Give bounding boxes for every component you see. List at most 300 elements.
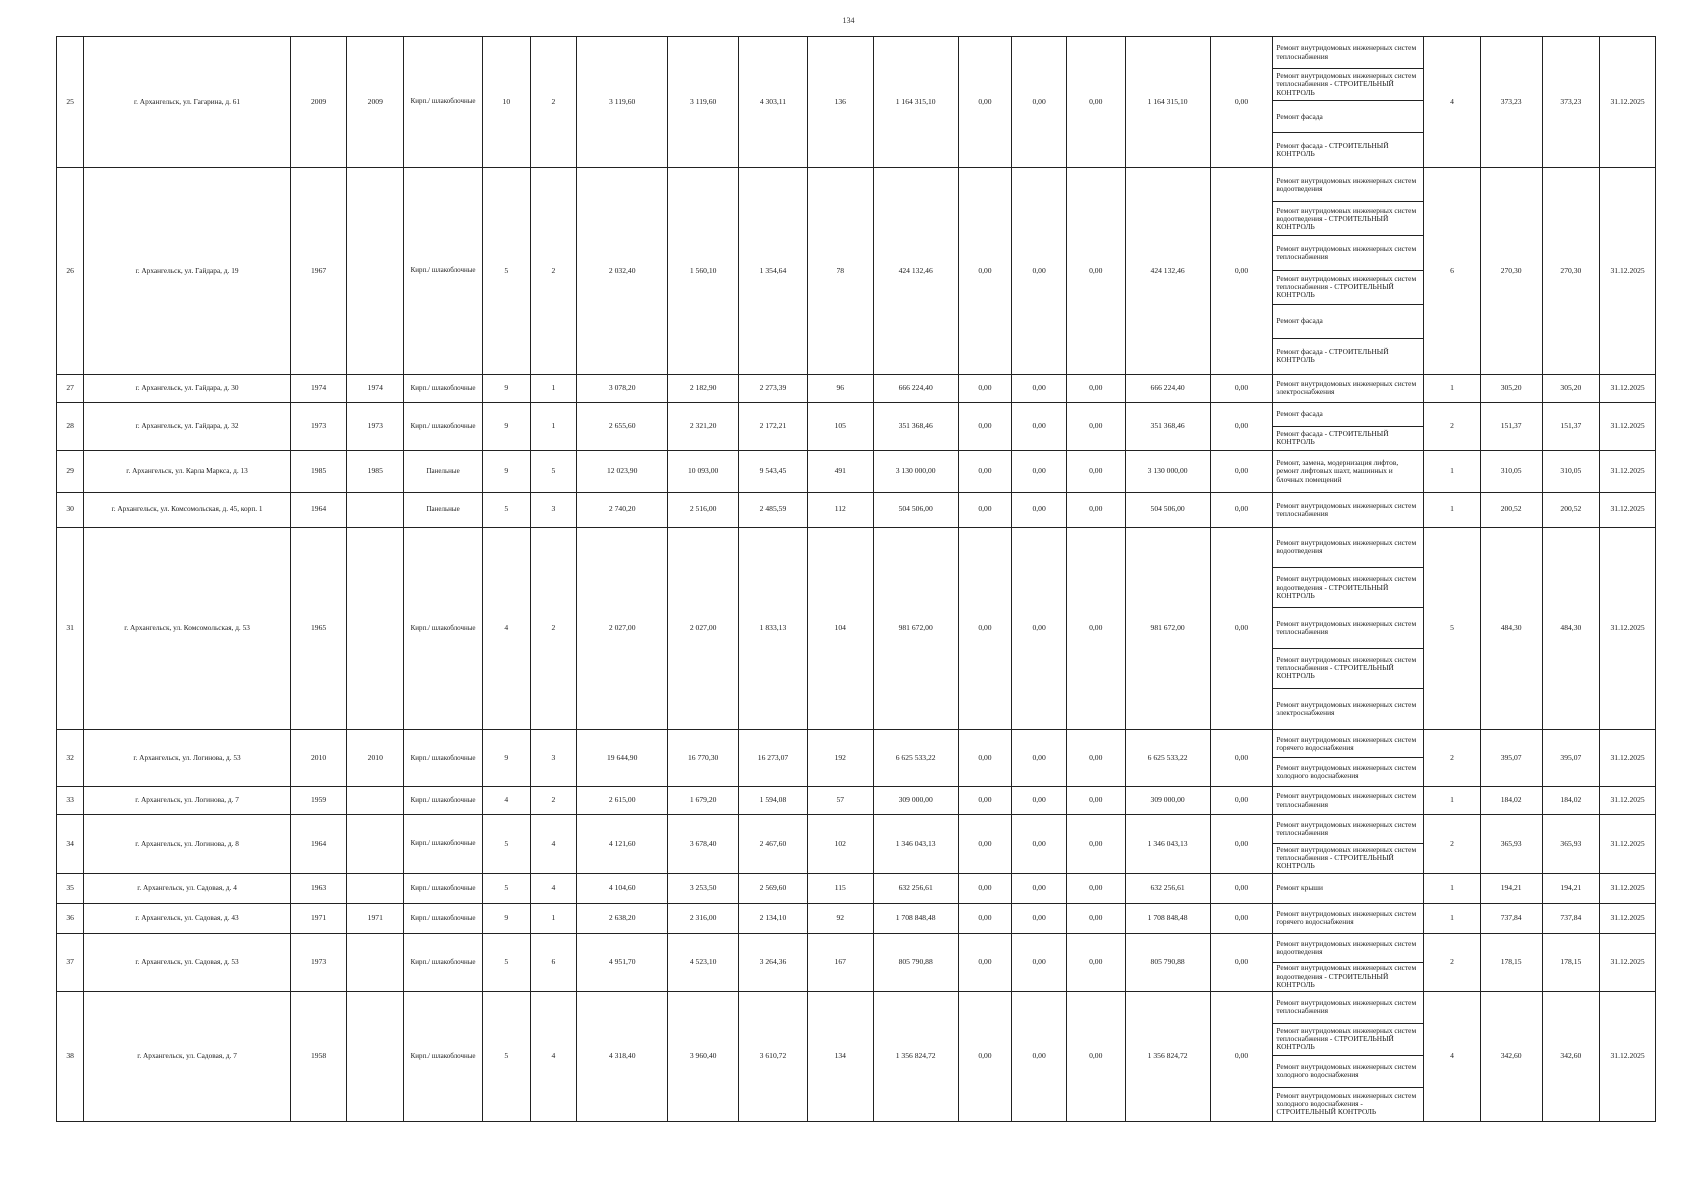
year-renovation-cell: 1985	[347, 451, 404, 492]
wall-material-cell: Кирп./ шлакоблочные	[404, 814, 483, 873]
entrances-cell: 1	[530, 402, 577, 451]
unit-cost-cell: 184,02	[1480, 787, 1542, 815]
table-row	[57, 402, 1656, 426]
total-area-cell: 2 655,60	[577, 402, 668, 451]
deadline-cell: 31.12.2025	[1600, 451, 1656, 492]
fund-cell: 0,00	[958, 814, 1012, 873]
year-built-cell: 1964	[290, 814, 347, 873]
owners-fund-cell: 309 000,00	[1125, 787, 1210, 815]
owners-fund-cell: 1 346 043,13	[1125, 814, 1210, 873]
table-row	[57, 168, 1656, 202]
work-count-cell: 2	[1424, 730, 1481, 787]
unit-cost-cell: 305,20	[1480, 374, 1542, 402]
work-count-cell: 2	[1424, 814, 1481, 873]
fund-cell: 0,00	[958, 527, 1012, 730]
address-cell: г. Архангельск, ул. Комсомольская, д. 53	[84, 527, 290, 730]
unit-cost-cell: 737,84	[1480, 903, 1542, 933]
work-type-cell: Ремонт внутридомовых инженерных систем холодного водоснабжения	[1273, 758, 1424, 787]
fund-cell: 0,00	[1210, 814, 1273, 873]
fund-cell: 0,00	[1012, 873, 1067, 903]
deadline-cell: 31.12.2025	[1600, 787, 1656, 815]
year-built-cell: 1965	[290, 527, 347, 730]
entrances-cell: 2	[530, 787, 577, 815]
address-cell: г. Архангельск, ул. Карла Маркса, д. 13	[84, 451, 290, 492]
total-area-cell: 2 027,00	[577, 527, 668, 730]
unit-limit-cell: 200,52	[1542, 492, 1600, 527]
year-renovation-cell: 1973	[347, 402, 404, 451]
area-residential-cell: 2 569,60	[739, 873, 808, 903]
fund-cell: 0,00	[1012, 991, 1067, 1121]
work-type-cell: Ремонт внутридомовых инженерных систем теплоснабжения	[1273, 991, 1424, 1023]
year-renovation-cell: 1974	[347, 374, 404, 402]
deadline-cell: 31.12.2025	[1600, 873, 1656, 903]
area-residential-cell: 3 264,36	[739, 933, 808, 991]
entrances-cell: 1	[530, 903, 577, 933]
table-row	[57, 730, 1656, 758]
fund-cell: 0,00	[1012, 168, 1067, 375]
area-residential-cell: 2 134,10	[739, 903, 808, 933]
work-type-cell: Ремонт внутридомовых инженерных систем электроснабжения	[1273, 374, 1424, 402]
year-built-cell: 1973	[290, 402, 347, 451]
row-number: 28	[57, 402, 84, 451]
floors-cell: 9	[483, 730, 531, 787]
year-built-cell: 2009	[290, 37, 347, 168]
total-area-cell: 2 615,00	[577, 787, 668, 815]
deadline-cell: 31.12.2025	[1600, 903, 1656, 933]
unit-cost-cell: 194,21	[1480, 873, 1542, 903]
total-cost-cell: 1 346 043,13	[873, 814, 958, 873]
area-premises-cell: 3 678,40	[668, 814, 739, 873]
table-row	[57, 492, 1656, 527]
area-residential-cell: 9 543,45	[739, 451, 808, 492]
floors-cell: 10	[483, 37, 531, 168]
work-type-cell: Ремонт фасада - СТРОИТЕЛЬНЫЙ КОНТРОЛЬ	[1273, 133, 1424, 168]
table-row	[57, 873, 1656, 903]
work-type-cell: Ремонт внутридомовых инженерных систем горячего водоснабжения	[1273, 730, 1424, 758]
fund-cell: 0,00	[1066, 991, 1125, 1121]
area-premises-cell: 10 093,00	[668, 451, 739, 492]
entrances-cell: 2	[530, 37, 577, 168]
work-type-cell: Ремонт внутридомовых инженерных систем теплоснабжения - СТРОИТЕЛЬНЫЙ КОНТРОЛЬ	[1273, 648, 1424, 688]
year-renovation-cell	[347, 933, 404, 991]
work-type-cell: Ремонт фасада	[1273, 101, 1424, 133]
work-count-cell: 4	[1424, 991, 1481, 1121]
address-cell: г. Архангельск, ул. Комсомольская, д. 45, корп. 1	[84, 492, 290, 527]
year-renovation-cell	[347, 527, 404, 730]
entrances-cell: 1	[530, 374, 577, 402]
total-cost-cell: 1 708 848,48	[873, 903, 958, 933]
area-premises-cell: 1 560,10	[668, 168, 739, 375]
row-number: 37	[57, 933, 84, 991]
fund-cell: 0,00	[1210, 933, 1273, 991]
fund-cell: 0,00	[1066, 527, 1125, 730]
fund-cell: 0,00	[958, 37, 1012, 168]
table-row	[57, 787, 1656, 815]
floors-cell: 4	[483, 787, 531, 815]
unit-cost-cell: 342,60	[1480, 991, 1542, 1121]
owners-fund-cell: 3 130 000,00	[1125, 451, 1210, 492]
work-type-cell: Ремонт внутридомовых инженерных систем теплоснабжения	[1273, 492, 1424, 527]
year-built-cell: 1964	[290, 492, 347, 527]
area-premises-cell: 3 960,40	[668, 991, 739, 1121]
work-type-cell: Ремонт внутридомовых инженерных систем теплоснабжения	[1273, 37, 1424, 69]
wall-material-cell: Кирп./ шлакоблочные	[404, 527, 483, 730]
fund-cell: 0,00	[958, 933, 1012, 991]
total-cost-cell: 666 224,40	[873, 374, 958, 402]
wall-material-cell: Кирп./ шлакоблочные	[404, 991, 483, 1121]
owners-fund-cell: 1 708 848,48	[1125, 903, 1210, 933]
table-row	[57, 933, 1656, 962]
deadline-cell: 31.12.2025	[1600, 168, 1656, 375]
area-residential-cell: 3 610,72	[739, 991, 808, 1121]
unit-limit-cell: 310,05	[1542, 451, 1600, 492]
total-cost-cell: 1 164 315,10	[873, 37, 958, 168]
row-number: 38	[57, 991, 84, 1121]
fund-cell: 0,00	[1066, 374, 1125, 402]
unit-limit-cell: 737,84	[1542, 903, 1600, 933]
work-count-cell: 1	[1424, 451, 1481, 492]
address-cell: г. Архангельск, ул. Логинова, д. 8	[84, 814, 290, 873]
work-type-cell: Ремонт внутридомовых инженерных систем теплоснабжения - СТРОИТЕЛЬНЫЙ КОНТРОЛЬ	[1273, 1023, 1424, 1055]
table-body	[57, 37, 1656, 1122]
unit-limit-cell: 194,21	[1542, 873, 1600, 903]
residents-cell: 167	[807, 933, 873, 991]
work-count-cell: 1	[1424, 903, 1481, 933]
area-residential-cell: 2 172,21	[739, 402, 808, 451]
unit-limit-cell: 484,30	[1542, 527, 1600, 730]
residents-cell: 134	[807, 991, 873, 1121]
entrances-cell: 4	[530, 991, 577, 1121]
area-premises-cell: 2 182,90	[668, 374, 739, 402]
wall-material-cell: Кирп./ шлакоблочные	[404, 933, 483, 991]
table-row	[57, 814, 1656, 843]
area-premises-cell: 2 316,00	[668, 903, 739, 933]
wall-material-cell: Кирп./ шлакоблочные	[404, 903, 483, 933]
owners-fund-cell: 351 368,46	[1125, 402, 1210, 451]
owners-fund-cell: 666 224,40	[1125, 374, 1210, 402]
fund-cell: 0,00	[958, 451, 1012, 492]
area-residential-cell: 1 354,64	[739, 168, 808, 375]
entrances-cell: 5	[530, 451, 577, 492]
row-number: 32	[57, 730, 84, 787]
area-residential-cell: 1 594,08	[739, 787, 808, 815]
floors-cell: 5	[483, 168, 531, 375]
total-cost-cell: 981 672,00	[873, 527, 958, 730]
fund-cell: 0,00	[1210, 527, 1273, 730]
unit-cost-cell: 151,37	[1480, 402, 1542, 451]
entrances-cell: 2	[530, 527, 577, 730]
owners-fund-cell: 1 164 315,10	[1125, 37, 1210, 168]
fund-cell: 0,00	[1210, 374, 1273, 402]
floors-cell: 9	[483, 451, 531, 492]
address-cell: г. Архангельск, ул. Логинова, д. 7	[84, 787, 290, 815]
fund-cell: 0,00	[1210, 991, 1273, 1121]
work-type-cell: Ремонт внутридомовых инженерных систем теплоснабжения - СТРОИТЕЛЬНЫЙ КОНТРОЛЬ	[1273, 843, 1424, 873]
total-area-cell: 3 078,20	[577, 374, 668, 402]
work-type-cell: Ремонт внутридомовых инженерных систем водоотведения - СТРОИТЕЛЬНЫЙ КОНТРОЛЬ	[1273, 202, 1424, 236]
fund-cell: 0,00	[958, 402, 1012, 451]
year-renovation-cell	[347, 492, 404, 527]
total-cost-cell: 309 000,00	[873, 787, 958, 815]
unit-limit-cell: 305,20	[1542, 374, 1600, 402]
wall-material-cell: Кирп./ шлакоблочные	[404, 787, 483, 815]
fund-cell: 0,00	[1210, 402, 1273, 451]
floors-cell: 9	[483, 903, 531, 933]
work-type-cell: Ремонт внутридомовых инженерных систем водоотведения - СТРОИТЕЛЬНЫЙ КОНТРОЛЬ	[1273, 962, 1424, 991]
entrances-cell: 3	[530, 730, 577, 787]
area-premises-cell: 3 119,60	[668, 37, 739, 168]
fund-cell: 0,00	[1210, 903, 1273, 933]
year-built-cell: 1958	[290, 991, 347, 1121]
total-cost-cell: 6 625 533,22	[873, 730, 958, 787]
deadline-cell: 31.12.2025	[1600, 991, 1656, 1121]
year-built-cell: 1971	[290, 903, 347, 933]
residents-cell: 96	[807, 374, 873, 402]
fund-cell: 0,00	[958, 873, 1012, 903]
residents-cell: 78	[807, 168, 873, 375]
fund-cell: 0,00	[958, 903, 1012, 933]
fund-cell: 0,00	[1066, 37, 1125, 168]
total-cost-cell: 805 790,88	[873, 933, 958, 991]
total-cost-cell: 1 356 824,72	[873, 991, 958, 1121]
work-type-cell: Ремонт внутридомовых инженерных систем холодного водоснабжения	[1273, 1055, 1424, 1087]
entrances-cell: 3	[530, 492, 577, 527]
residents-cell: 102	[807, 814, 873, 873]
year-renovation-cell	[347, 168, 404, 375]
unit-cost-cell: 178,15	[1480, 933, 1542, 991]
fund-cell: 0,00	[958, 492, 1012, 527]
row-number: 31	[57, 527, 84, 730]
residents-cell: 104	[807, 527, 873, 730]
address-cell: г. Архангельск, ул. Садовая, д. 53	[84, 933, 290, 991]
fund-cell: 0,00	[1210, 730, 1273, 787]
residents-cell: 57	[807, 787, 873, 815]
owners-fund-cell: 424 132,46	[1125, 168, 1210, 375]
unit-cost-cell: 395,07	[1480, 730, 1542, 787]
address-cell: г. Архангельск, ул. Садовая, д. 4	[84, 873, 290, 903]
fund-cell: 0,00	[1012, 374, 1067, 402]
address-cell: г. Архангельск, ул. Садовая, д. 7	[84, 991, 290, 1121]
row-number: 33	[57, 787, 84, 815]
work-type-cell: Ремонт внутридомовых инженерных систем теплоснабжения	[1273, 787, 1424, 815]
residents-cell: 491	[807, 451, 873, 492]
work-count-cell: 2	[1424, 402, 1481, 451]
residents-cell: 192	[807, 730, 873, 787]
work-type-cell: Ремонт, замена, модернизация лифтов, ремонт лифтовых шахт, машинных и блочных помещений	[1273, 451, 1424, 492]
floors-cell: 5	[483, 991, 531, 1121]
unit-limit-cell: 373,23	[1542, 37, 1600, 168]
table-row	[57, 527, 1656, 567]
row-number: 29	[57, 451, 84, 492]
deadline-cell: 31.12.2025	[1600, 814, 1656, 873]
fund-cell: 0,00	[1012, 527, 1067, 730]
area-residential-cell: 16 273,07	[739, 730, 808, 787]
row-number: 27	[57, 374, 84, 402]
unit-limit-cell: 395,07	[1542, 730, 1600, 787]
page-number: 134	[842, 16, 855, 25]
total-area-cell: 19 644,90	[577, 730, 668, 787]
year-renovation-cell: 2010	[347, 730, 404, 787]
fund-cell: 0,00	[1012, 787, 1067, 815]
wall-material-cell: Кирп./ шлакоблочные	[404, 402, 483, 451]
year-built-cell: 1985	[290, 451, 347, 492]
fund-cell: 0,00	[1066, 787, 1125, 815]
table-row	[57, 374, 1656, 402]
floors-cell: 9	[483, 402, 531, 451]
work-type-cell: Ремонт внутридомовых инженерных систем водоотведения	[1273, 933, 1424, 962]
wall-material-cell: Кирп./ шлакоблочные	[404, 37, 483, 168]
entrances-cell: 2	[530, 168, 577, 375]
wall-material-cell: Кирп./ шлакоблочные	[404, 873, 483, 903]
year-built-cell: 1973	[290, 933, 347, 991]
fund-cell: 0,00	[1066, 168, 1125, 375]
fund-cell: 0,00	[1012, 37, 1067, 168]
wall-material-cell: Панельные	[404, 492, 483, 527]
total-area-cell: 4 104,60	[577, 873, 668, 903]
owners-fund-cell: 6 625 533,22	[1125, 730, 1210, 787]
entrances-cell: 4	[530, 873, 577, 903]
area-premises-cell: 2 027,00	[668, 527, 739, 730]
work-count-cell: 5	[1424, 527, 1481, 730]
fund-cell: 0,00	[1066, 933, 1125, 991]
total-cost-cell: 632 256,61	[873, 873, 958, 903]
work-count-cell: 2	[1424, 933, 1481, 991]
owners-fund-cell: 805 790,88	[1125, 933, 1210, 991]
deadline-cell: 31.12.2025	[1600, 37, 1656, 168]
fund-cell: 0,00	[1066, 492, 1125, 527]
entrances-cell: 6	[530, 933, 577, 991]
total-cost-cell: 351 368,46	[873, 402, 958, 451]
residents-cell: 105	[807, 402, 873, 451]
work-count-cell: 1	[1424, 374, 1481, 402]
deadline-cell: 31.12.2025	[1600, 933, 1656, 991]
wall-material-cell: Кирп./ шлакоблочные	[404, 168, 483, 375]
unit-limit-cell: 151,37	[1542, 402, 1600, 451]
unit-limit-cell: 270,30	[1542, 168, 1600, 375]
residents-cell: 115	[807, 873, 873, 903]
year-built-cell: 1967	[290, 168, 347, 375]
deadline-cell: 31.12.2025	[1600, 374, 1656, 402]
work-type-cell: Ремонт фасада	[1273, 304, 1424, 338]
table-row	[57, 903, 1656, 933]
row-number: 34	[57, 814, 84, 873]
fund-cell: 0,00	[1210, 873, 1273, 903]
area-premises-cell: 16 770,30	[668, 730, 739, 787]
fund-cell: 0,00	[1012, 933, 1067, 991]
fund-cell: 0,00	[958, 991, 1012, 1121]
unit-limit-cell: 342,60	[1542, 991, 1600, 1121]
address-cell: г. Архангельск, ул. Логинова, д. 53	[84, 730, 290, 787]
year-renovation-cell: 2009	[347, 37, 404, 168]
residents-cell: 136	[807, 37, 873, 168]
fund-cell: 0,00	[1066, 814, 1125, 873]
area-premises-cell: 1 679,20	[668, 787, 739, 815]
floors-cell: 5	[483, 873, 531, 903]
area-premises-cell: 3 253,50	[668, 873, 739, 903]
wall-material-cell: Кирп./ шлакоблочные	[404, 730, 483, 787]
wall-material-cell: Панельные	[404, 451, 483, 492]
fund-cell: 0,00	[1012, 451, 1067, 492]
row-number: 25	[57, 37, 84, 168]
unit-cost-cell: 310,05	[1480, 451, 1542, 492]
row-number: 36	[57, 903, 84, 933]
work-type-cell: Ремонт крыши	[1273, 873, 1424, 903]
fund-cell: 0,00	[1066, 451, 1125, 492]
owners-fund-cell: 981 672,00	[1125, 527, 1210, 730]
work-type-cell: Ремонт внутридомовых инженерных систем теплоснабжения	[1273, 236, 1424, 270]
fund-cell: 0,00	[1012, 730, 1067, 787]
table-row	[57, 991, 1656, 1023]
work-type-cell: Ремонт фасада - СТРОИТЕЛЬНЫЙ КОНТРОЛЬ	[1273, 338, 1424, 374]
fund-cell: 0,00	[1066, 730, 1125, 787]
year-built-cell: 1963	[290, 873, 347, 903]
fund-cell: 0,00	[1012, 903, 1067, 933]
floors-cell: 5	[483, 814, 531, 873]
fund-cell: 0,00	[958, 374, 1012, 402]
work-type-cell: Ремонт внутридомовых инженерных систем водоотведения	[1273, 527, 1424, 567]
wall-material-cell: Кирп./ шлакоблочные	[404, 374, 483, 402]
address-cell: г. Архангельск, ул. Гагарина, д. 61	[84, 37, 290, 168]
fund-cell: 0,00	[1210, 168, 1273, 375]
table-row	[57, 37, 1656, 69]
work-count-cell: 1	[1424, 492, 1481, 527]
fund-cell: 0,00	[1210, 451, 1273, 492]
unit-cost-cell: 373,23	[1480, 37, 1542, 168]
fund-cell: 0,00	[1066, 402, 1125, 451]
deadline-cell: 31.12.2025	[1600, 402, 1656, 451]
year-built-cell: 2010	[290, 730, 347, 787]
fund-cell: 0,00	[958, 168, 1012, 375]
area-residential-cell: 2 467,60	[739, 814, 808, 873]
work-type-cell: Ремонт внутридомовых инженерных систем теплоснабжения - СТРОИТЕЛЬНЫЙ КОНТРОЛЬ	[1273, 270, 1424, 304]
work-count-cell: 6	[1424, 168, 1481, 375]
floors-cell: 5	[483, 492, 531, 527]
row-number: 35	[57, 873, 84, 903]
fund-cell: 0,00	[1210, 37, 1273, 168]
residents-cell: 112	[807, 492, 873, 527]
deadline-cell: 31.12.2025	[1600, 527, 1656, 730]
unit-limit-cell: 365,93	[1542, 814, 1600, 873]
year-built-cell: 1974	[290, 374, 347, 402]
unit-cost-cell: 270,30	[1480, 168, 1542, 375]
work-type-cell: Ремонт внутридомовых инженерных систем водоотведения - СТРОИТЕЛЬНЫЙ КОНТРОЛЬ	[1273, 568, 1424, 608]
area-premises-cell: 4 523,10	[668, 933, 739, 991]
year-built-cell: 1959	[290, 787, 347, 815]
work-type-cell: Ремонт внутридомовых инженерных систем теплоснабжения - СТРОИТЕЛЬНЫЙ КОНТРОЛЬ	[1273, 69, 1424, 101]
address-cell: г. Архангельск, ул. Садовая, д. 43	[84, 903, 290, 933]
area-premises-cell: 2 516,00	[668, 492, 739, 527]
address-cell: г. Архангельск, ул. Гайдара, д. 32	[84, 402, 290, 451]
fund-cell: 0,00	[1012, 492, 1067, 527]
total-area-cell: 2 032,40	[577, 168, 668, 375]
year-renovation-cell	[347, 991, 404, 1121]
unit-limit-cell: 184,02	[1542, 787, 1600, 815]
residents-cell: 92	[807, 903, 873, 933]
floors-cell: 5	[483, 933, 531, 991]
area-premises-cell: 2 321,20	[668, 402, 739, 451]
row-number: 30	[57, 492, 84, 527]
unit-limit-cell: 178,15	[1542, 933, 1600, 991]
work-type-cell: Ремонт внутридомовых инженерных систем холодного водоснабжения - СТРОИТЕЛЬНЫЙ КОНТРОЛЬ	[1273, 1087, 1424, 1121]
unit-cost-cell: 484,30	[1480, 527, 1542, 730]
work-count-cell: 4	[1424, 37, 1481, 168]
total-area-cell: 4 318,40	[577, 991, 668, 1121]
owners-fund-cell: 504 506,00	[1125, 492, 1210, 527]
total-area-cell: 12 023,90	[577, 451, 668, 492]
address-cell: г. Архангельск, ул. Гайдара, д. 19	[84, 168, 290, 375]
total-area-cell: 4 951,70	[577, 933, 668, 991]
fund-cell: 0,00	[958, 730, 1012, 787]
